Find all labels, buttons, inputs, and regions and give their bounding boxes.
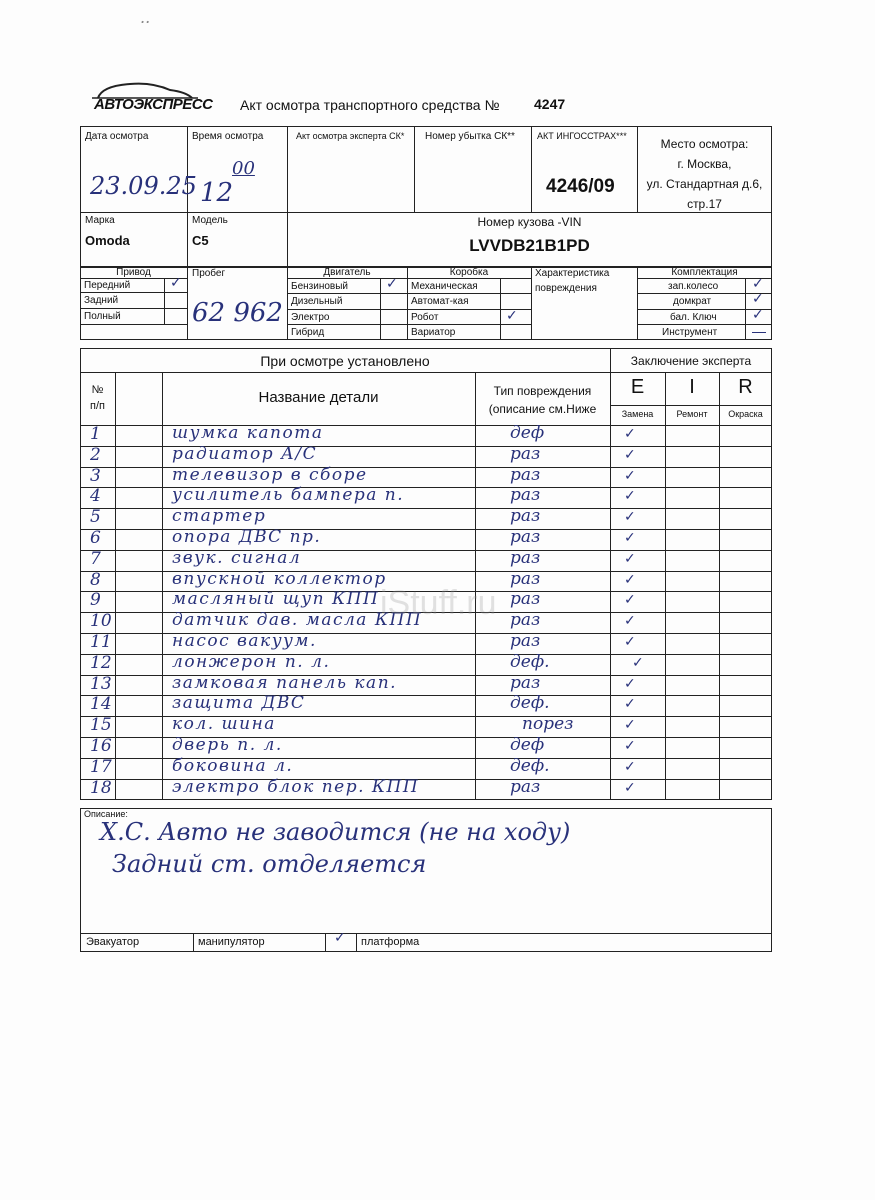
- damage-type: раз: [510, 672, 541, 693]
- check-mark: ✓: [752, 307, 764, 323]
- mileage-value: 62 962: [192, 298, 283, 328]
- mileage-label: Пробег: [192, 268, 226, 279]
- vin-label: Номер кузова -VIN: [477, 215, 582, 229]
- ingos-label: АКТ ИНГОССТРАХ***: [537, 131, 627, 141]
- loss-number-label: Номер убытка СК**: [425, 131, 515, 142]
- check-mark: ✓: [624, 758, 636, 775]
- check-mark: ✓: [624, 426, 636, 442]
- time-label: Время осмотра: [192, 131, 264, 142]
- damage-char-label-1: Характеристика: [535, 268, 610, 279]
- col-r: R: [738, 376, 753, 398]
- check-mark: ✓: [624, 779, 636, 796]
- place-line-1: г. Москва,: [677, 157, 732, 171]
- check-mark: ✓: [506, 308, 518, 324]
- equip-spare-wheel: зап.колесо: [668, 281, 719, 292]
- row-number: 13: [90, 673, 112, 694]
- row-number: 3: [90, 465, 101, 486]
- damage-type: раз: [510, 547, 541, 568]
- drive-label: Привод: [116, 267, 151, 278]
- description-label: Описание:: [84, 809, 128, 819]
- check-mark: ✓: [632, 654, 644, 671]
- drive-rear: Задний: [84, 295, 119, 306]
- damage-type: раз: [510, 485, 541, 506]
- table-title: При осмотре установлено: [260, 353, 430, 369]
- brand-label: Марка: [85, 215, 115, 226]
- gearbox-label: Коробка: [449, 267, 489, 278]
- part-name: шумка капота: [172, 423, 324, 443]
- damage-type: раз: [510, 527, 541, 547]
- gearbox-robot: Робот: [411, 312, 439, 323]
- damage-type: деф.: [510, 693, 550, 714]
- col-i: I: [689, 376, 695, 398]
- ingos-value: 4246/09: [546, 176, 615, 197]
- place-line-3: стр.17: [687, 197, 722, 211]
- engine-label: Двигатель: [323, 267, 371, 278]
- check-mark: ✓: [624, 571, 636, 588]
- part-name: телевизор в сборе: [172, 464, 368, 485]
- col-no-line1: №: [91, 384, 104, 396]
- check-mark: ✓: [624, 675, 636, 692]
- evacuation-label: Эвакуатор: [86, 936, 140, 948]
- expert-act-label: Акт осмотра эксперта СК*: [296, 131, 405, 141]
- check-mark: ✓: [334, 930, 346, 946]
- drive-full: Полный: [84, 311, 121, 322]
- row-number: 8: [90, 569, 101, 590]
- evacuation-platform: платформа: [361, 936, 420, 948]
- col-type-line2: (описание см.Ниже: [488, 402, 597, 416]
- gearbox-cvt: Вариатор: [411, 327, 456, 338]
- description-line-1: Х.С. Авто не заводится (не на ходу): [100, 818, 571, 846]
- col-name: Название детали: [258, 389, 379, 406]
- page-title: Акт осмотра транспортного средства №: [240, 97, 500, 113]
- col-no: [80, 382, 115, 414]
- part-name: боковина л.: [172, 755, 294, 776]
- part-name: впускной коллектор: [172, 568, 387, 589]
- part-name: масляный щуп КПП: [172, 589, 380, 610]
- damage-type: деф: [510, 423, 545, 443]
- equip-jack: домкрат: [673, 296, 712, 307]
- part-name: усилитель бампера п.: [172, 485, 405, 506]
- equip-tools: Инструмент: [662, 327, 718, 338]
- row-number: 18: [90, 777, 112, 798]
- damage-type: раз: [510, 589, 541, 610]
- check-mark: ✓: [624, 696, 636, 713]
- damage-char-label-2: повреждения: [535, 283, 597, 294]
- damage-type: раз: [510, 443, 541, 464]
- part-name: радиатор А/С: [172, 443, 318, 464]
- time-hour: 12: [200, 178, 234, 208]
- part-name: дверь п. л.: [172, 735, 283, 755]
- description-line-2: Задний ст. отделяется: [112, 850, 427, 878]
- engine-electric: Электро: [291, 312, 330, 323]
- row-number: 2: [90, 444, 101, 465]
- row-number: 7: [90, 548, 101, 569]
- row-number: 17: [90, 756, 112, 777]
- part-name: защита ДВС: [172, 693, 306, 714]
- gearbox-manual: Механическая: [411, 281, 478, 292]
- damage-type: деф.: [510, 755, 550, 776]
- part-name: замковая панель кап.: [172, 672, 398, 693]
- logo-text: АВТОЭКСПРЕСС: [94, 96, 213, 113]
- damage-type: раз: [510, 610, 541, 631]
- damage-type: раз: [510, 568, 541, 589]
- damage-type: раз: [510, 631, 541, 651]
- time-minutes: 00: [232, 158, 255, 179]
- row-number: 1: [90, 424, 101, 444]
- damage-type: раз: [510, 464, 541, 485]
- check-mark: ✓: [624, 530, 636, 546]
- place-label: Место осмотра:: [660, 137, 749, 151]
- check-mark: ✓: [624, 509, 636, 526]
- engine-hybrid: Гибрид: [291, 327, 325, 338]
- row-number: 11: [90, 632, 112, 652]
- equipment-label: Комплектация: [671, 267, 738, 278]
- col-type-line1: Тип повреждения: [493, 384, 592, 398]
- row-number: 10: [90, 611, 112, 632]
- check-mark: ✓: [624, 592, 636, 609]
- part-name: лонжерон п. л.: [172, 651, 331, 672]
- act-number: 4247: [534, 96, 566, 112]
- col-no-line2: п/п: [90, 400, 105, 412]
- col-e-sub: Замена: [621, 409, 654, 419]
- damage-type: раз: [510, 776, 541, 797]
- equip-wrench: бал. Ключ: [670, 312, 717, 323]
- col-r-sub: Окраска: [728, 409, 763, 419]
- row-number: 6: [90, 528, 101, 548]
- place-line-2: ул. Стандартная д.6,: [646, 177, 763, 191]
- check-mark: ✓: [624, 550, 636, 567]
- col-type: [475, 382, 610, 418]
- logo: [90, 78, 213, 118]
- row-number: 15: [90, 715, 112, 736]
- engine-diesel: Дизельный: [291, 296, 343, 307]
- corner-mark: ..: [140, 8, 151, 27]
- place-block: [637, 134, 772, 214]
- drive-front: Передний: [84, 280, 131, 291]
- check-mark: ✓: [624, 488, 636, 505]
- brand-value: Omoda: [85, 233, 130, 248]
- row-number: 16: [90, 736, 112, 756]
- expert-title: Заключение эксперта: [630, 354, 752, 368]
- col-i-sub: Ремонт: [676, 409, 708, 419]
- check-mark: ✓: [752, 276, 764, 292]
- gearbox-auto: Автомат-кая: [411, 296, 469, 307]
- check-mark: ✓: [170, 275, 182, 291]
- check-mark: ✓: [624, 717, 636, 734]
- date-value: 23.09.25: [90, 172, 197, 200]
- part-name: опора ДВС пр.: [172, 527, 322, 547]
- part-name: датчик дав. масла КПП: [172, 610, 423, 631]
- damage-type: деф: [510, 735, 545, 755]
- row-number: 9: [90, 590, 101, 611]
- vin-value: LVVDB21B1PD: [469, 236, 590, 255]
- damage-type: раз: [510, 506, 541, 527]
- date-label: Дата осмотра: [85, 131, 149, 142]
- col-e: E: [630, 376, 645, 398]
- part-name: звук. сигнал: [172, 547, 302, 568]
- engine-petrol: Бензиновый: [291, 281, 348, 292]
- check-mark: ✓: [752, 291, 764, 307]
- part-name: кол. шина: [172, 714, 276, 735]
- row-number: 14: [90, 694, 112, 715]
- model-label: Модель: [192, 215, 228, 226]
- check-mark: ✓: [624, 446, 636, 463]
- check-mark: ✓: [624, 634, 636, 650]
- watermark: iStuff.ru: [380, 584, 497, 622]
- part-name: стартер: [172, 506, 267, 527]
- row-number: 4: [90, 486, 101, 507]
- model-value: C5: [192, 233, 209, 248]
- dash-mark: [752, 332, 766, 333]
- check-mark: ✓: [624, 613, 636, 630]
- check-mark: ✓: [386, 276, 398, 292]
- damage-type: деф.: [510, 651, 550, 672]
- row-number: 12: [90, 652, 112, 673]
- evacuation-manipulator: манипулятор: [198, 936, 265, 948]
- check-mark: ✓: [624, 467, 636, 484]
- part-name: насос вакуум.: [172, 631, 317, 651]
- part-name: электро блок пер. КПП: [172, 776, 420, 797]
- check-mark: ✓: [624, 738, 636, 754]
- damage-type: порез: [522, 714, 574, 735]
- row-number: 5: [90, 507, 101, 528]
